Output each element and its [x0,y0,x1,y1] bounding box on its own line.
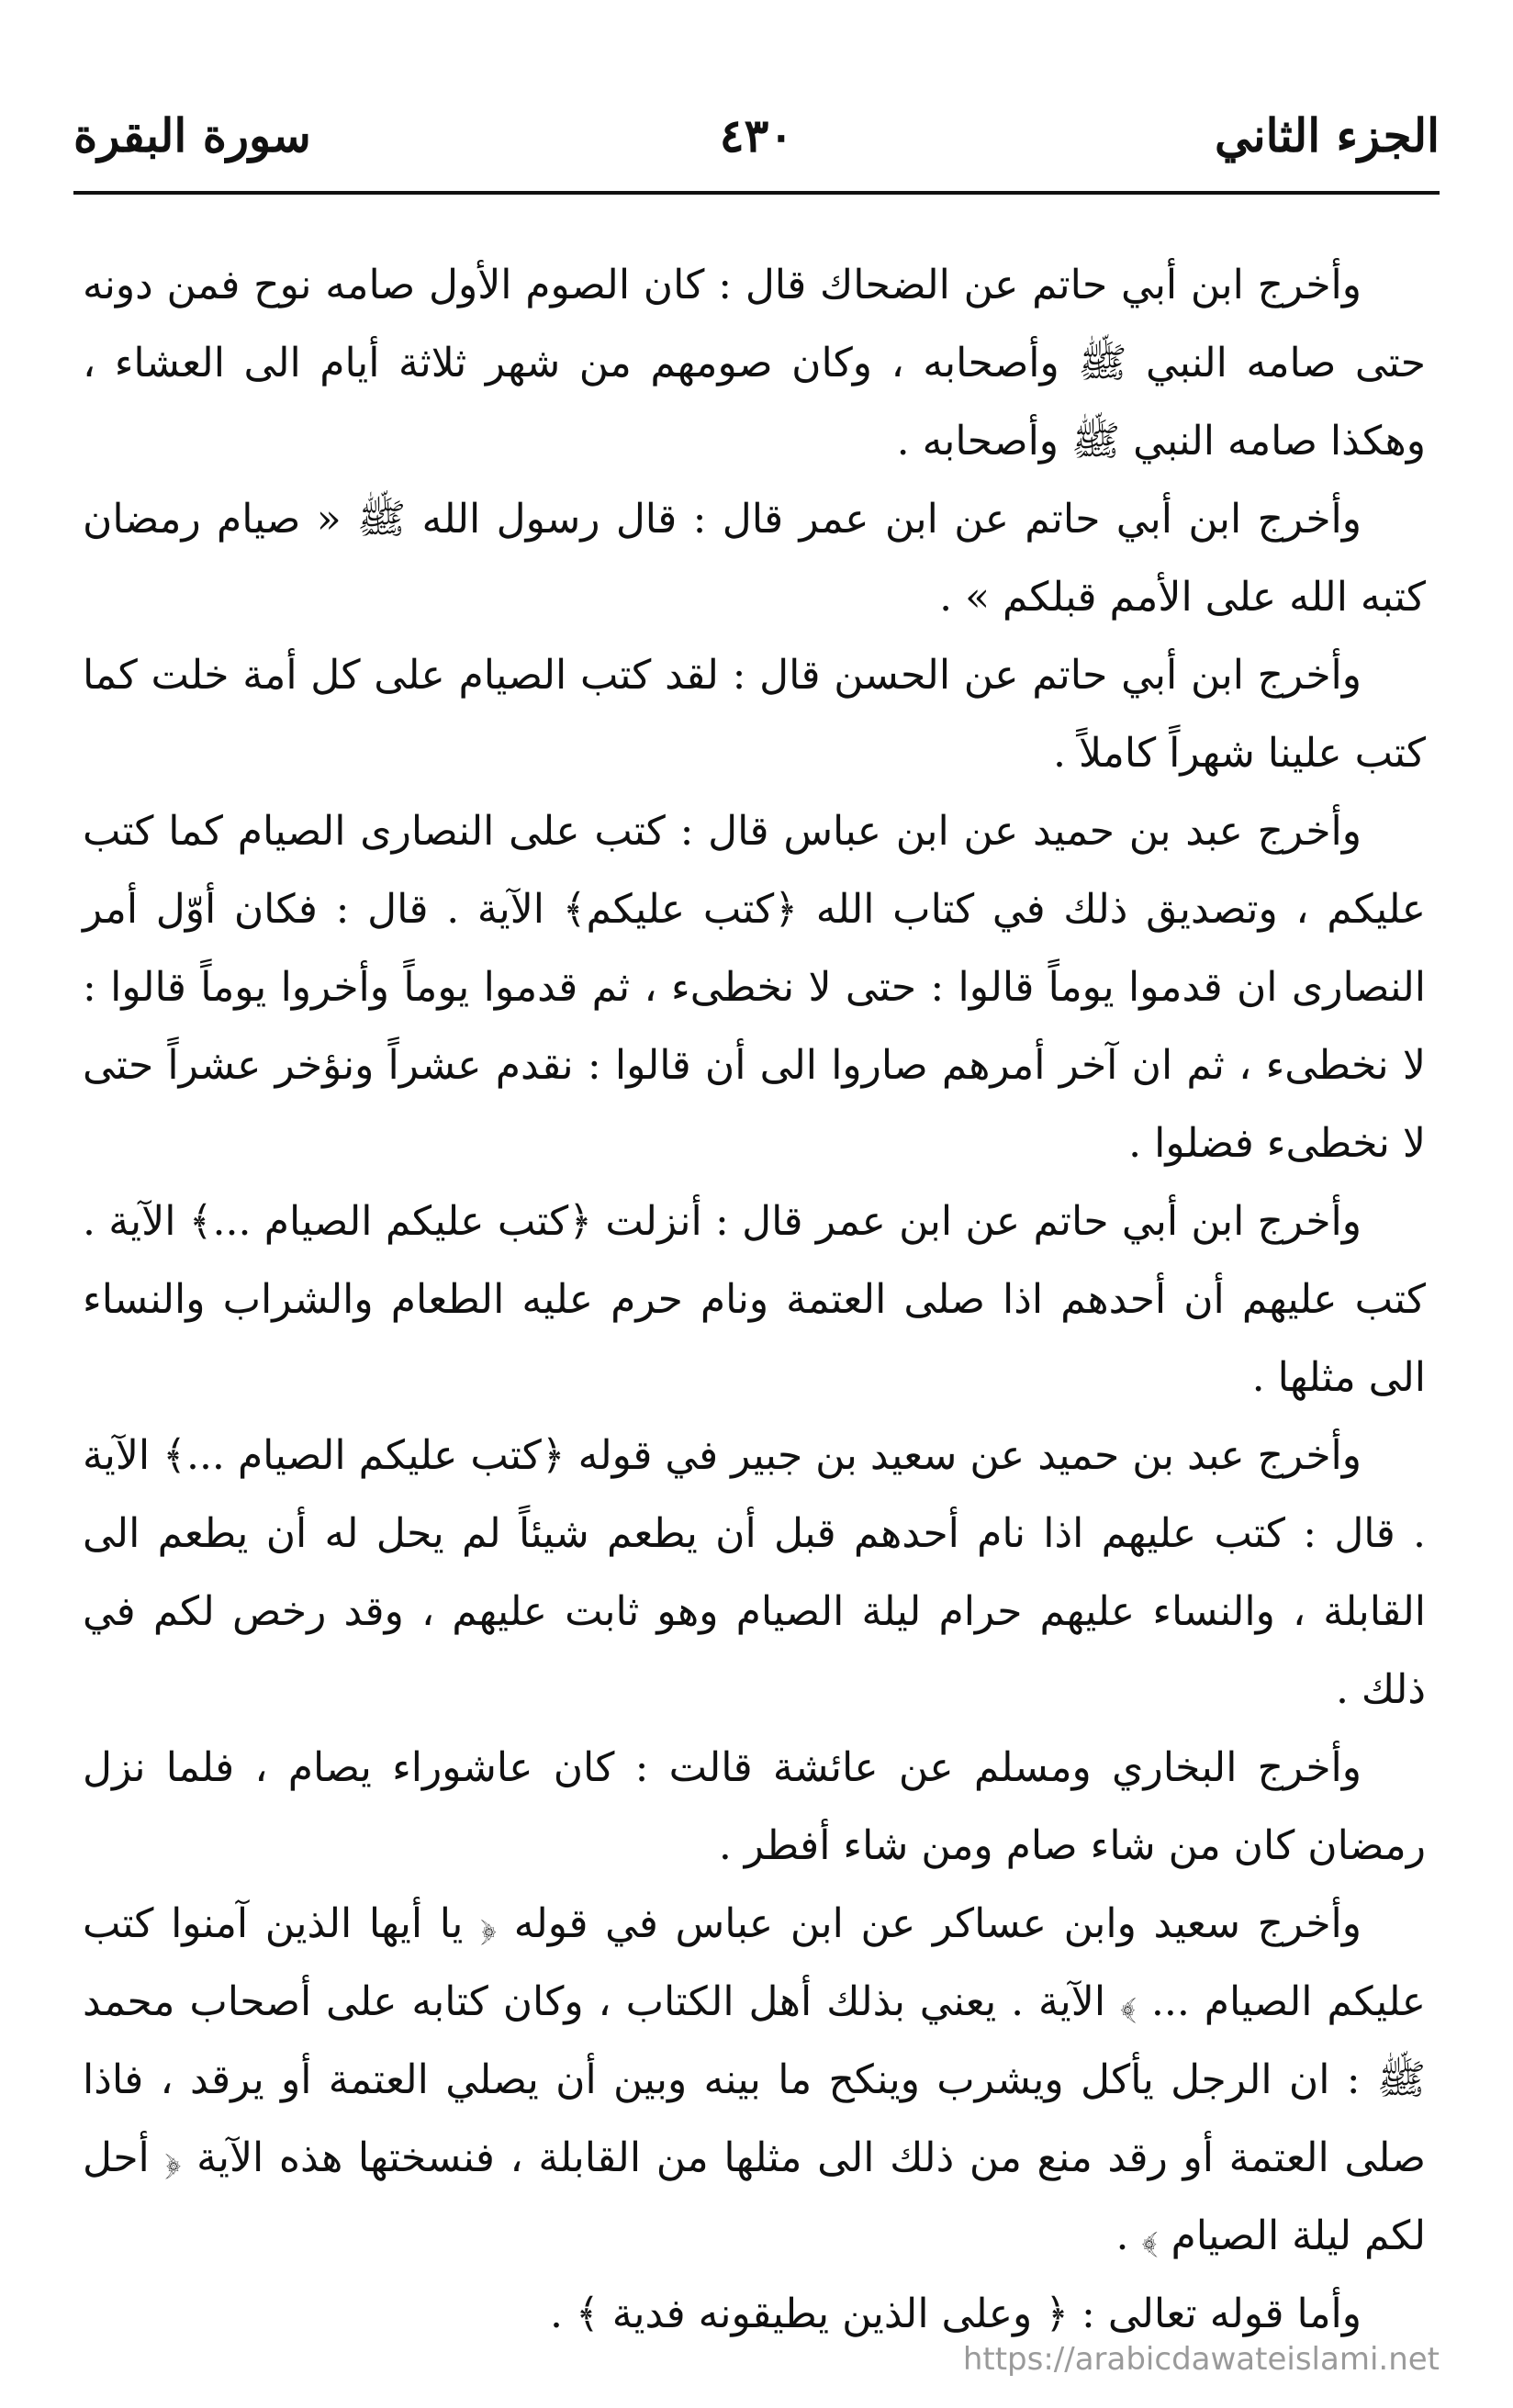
header-rule [73,191,1440,195]
header-part: الجزء الثاني [1215,108,1440,162]
header-surah: سورة البقرة [73,108,311,162]
paragraph-9: وأما قوله تعالى : ﴿ وعلى الذين يطيقونه فدية ﴾ . [549,2290,1362,2337]
header-page-number: ٤٣٠ [719,108,794,162]
paragraph-5: وأخرج ابن أبي حاتم عن ابن عمر قال : أنزلت ﴿كتب عليكم الصيام ...﴾ الآية . كتب عليهم أن أحدهم اذا صلى العتمة ونام حرم عليه الطعام والشراب والنساء الى مثلها . [83,1198,1426,1401]
paragraph-4: وأخرج عبد بن حميد عن ابن عباس قال : كتب على النصارى الصيام كما كتب عليكم ، وتصديق ذلك في كتاب الله ﴿كتب عليكم﴾ الآية . قال : فكان أوّل أمر النصارى ان قدموا يوماً قالوا : حتى لا نخطىء ، ثم قدموا يوماً وأخروا يوماً قالوا : لا نخطىء ، ثم ان آخر أمرهم صاروا الى أن قالوا : نقدم عشراً ونؤخر عشراً حتى لا نخطىء فضلوا . [83,808,1426,1167]
watermark-url: https://arabicdawateislami.net [962,2341,1440,2378]
paragraph-6: وأخرج عبد بن حميد عن سعيد بن جبير في قوله ﴿كتب عليكم الصيام ...﴾ الآية . قال : كتب عليهم اذا نام أحدهم قبل أن يطعم شيئاً لم يحل له أن يطعم الى القابلة ، والنساء عليهم حرام ليلة الصيام وهو ثابت عليهم ، وقد رخص لكم في ذلك . [83,1432,1426,1713]
paragraph-3: وأخرج ابن أبي حاتم عن الحسن قال : لقد كتب الصيام على كل أمة خلت كما كتب علينا شهراً كاملاً . [83,652,1426,777]
page-header [73,108,1440,182]
paragraph-2: وأخرج ابن أبي حاتم عن ابن عمر قال : قال رسول الله ﷺ « صيام رمضان كتبه الله على الأمم قبلكم » . [83,496,1426,621]
page-body [83,246,1426,2353]
paragraph-8: وأخرج سعيد وابن عساكر عن ابن عباس في قوله ﴿ يا أيها الذين آمنوا كتب عليكم الصيام ... ﴾ الآية . يعني بذلك أهل الكتاب ، وكان كتابه على أصحاب محمد ﷺ : ان الرجل يأكل ويشرب وينكح ما بينه وبين أن يصلي العتمة أو يرقد ، فاذا صلى العتمة أو رقد منع من ذلك الى مثلها من القابلة ، فنسختها هذه الآية ﴿ أحل لكم ليلة الصيام ﴾ . [83,1900,1426,2259]
paragraph-1: وأخرج ابن أبي حاتم عن الضحاك قال : كان الصوم الأول صامه نوح فمن دونه حتى صامه النبي ﷺ وأصحابه ، وكان صومهم من شهر ثلاثة أيام الى العشاء ، وهكذا صامه النبي ﷺ وأصحابه . [83,262,1426,465]
paragraph-7: وأخرج البخاري ومسلم عن عائشة قالت : كان عاشوراء يصام ، فلما نزل رمضان كان من شاء صام ومن شاء أفطر . [83,1744,1426,1869]
